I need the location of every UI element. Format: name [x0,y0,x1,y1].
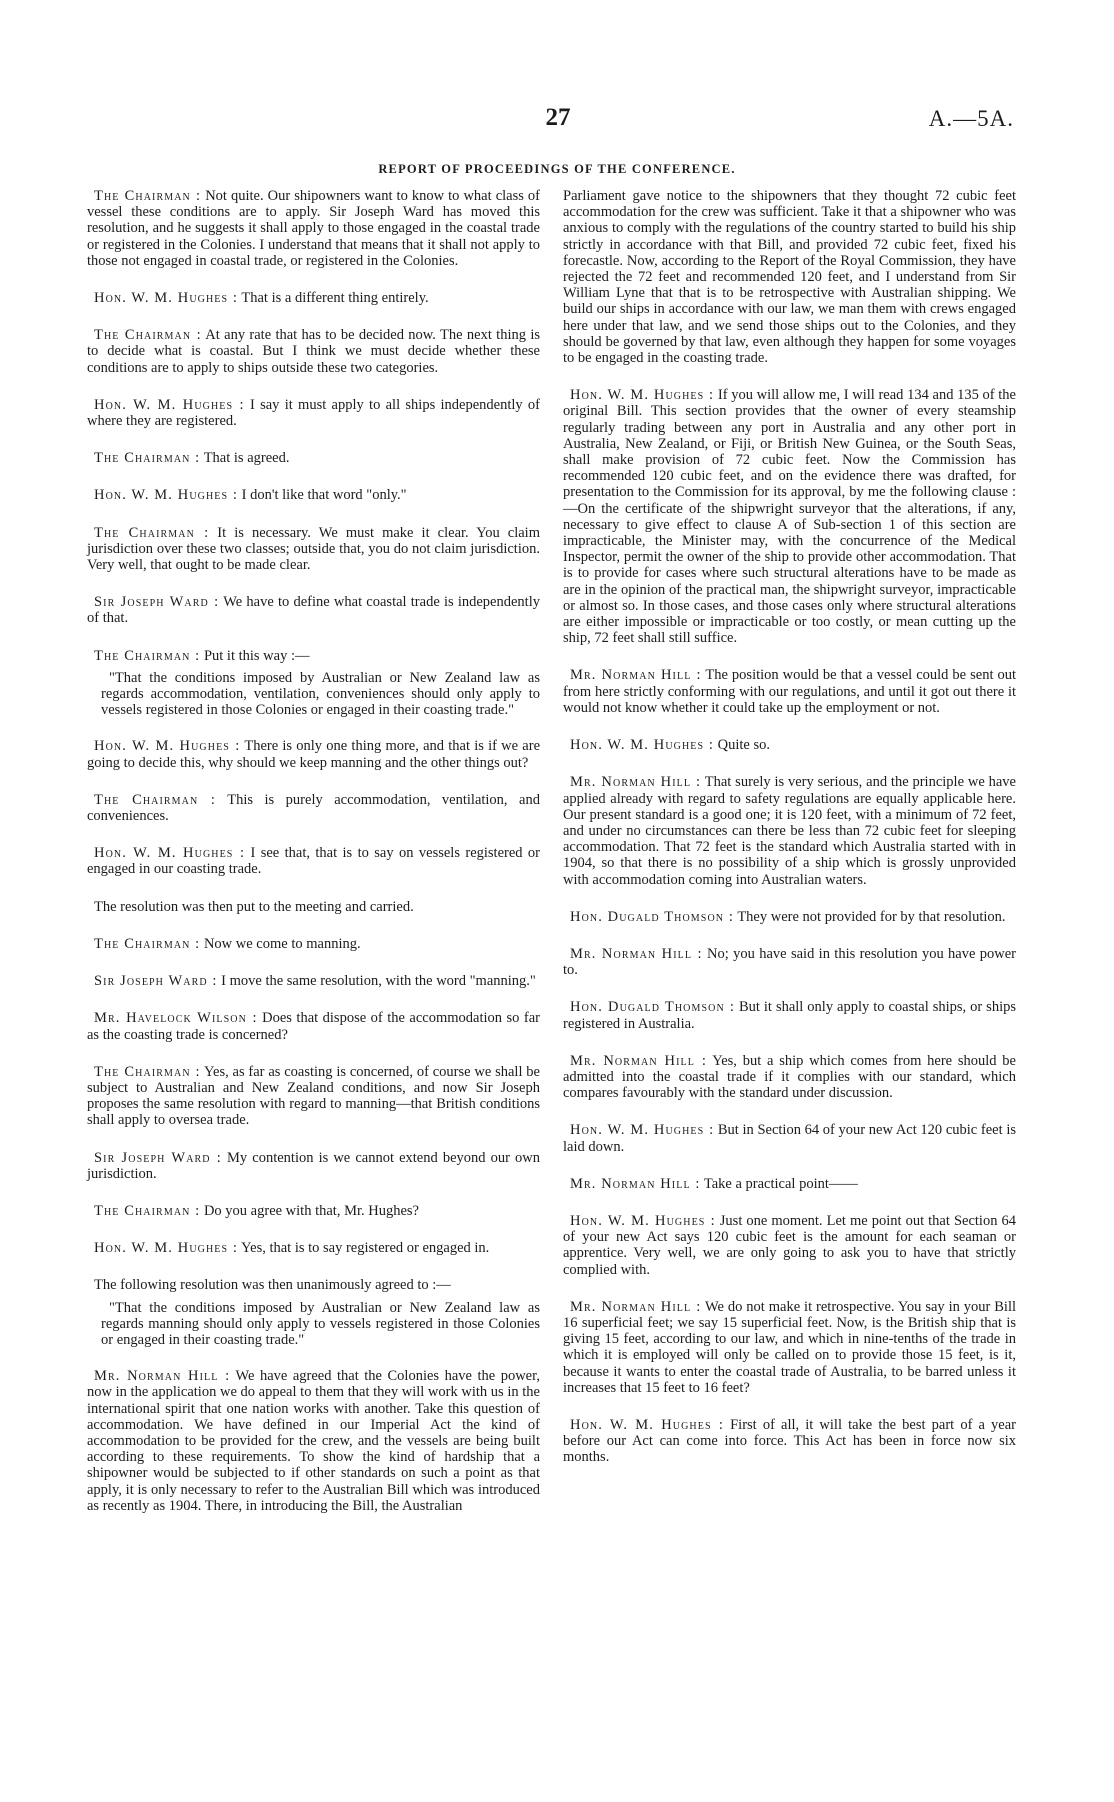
speech-text: There is only one thing more, and that is if we are going to decide this, why should we keep manning and the other things out? [87,738,540,771]
paragraph [563,667,1016,716]
speaker-name: Mr. Havelock Wilson : [94,1010,258,1027]
speaker-name: Hon. W. M. Hughes : [94,487,239,504]
speaker-name: Mr. Norman Hill : [570,1298,702,1315]
speaker-name: Hon. W. M. Hughes : [570,737,715,754]
quoted-resolution: "That the conditions imposed by Australian or New Zealand law as regards accommodation, ventilation, conveniences should only apply to vessels registered in those Colonies or engaged in their coasting trade." [101,669,540,719]
paragraph [563,1213,1016,1278]
paragraph [87,290,540,306]
speech-text: First of all, it will take the best part of a year before our Act can come into force. This Act has been in force now six months. [563,1416,1017,1466]
paragraph [87,487,540,503]
left-column [87,188,540,1535]
continued-paragraph: Parliament gave notice to the shipowners that they thought 72 cubic feet accommodation for the crew was sufficient. Take it that a shipowner who was anxious to comply with the regulations of the country started to build his ship strictly in accordance with that Bill, and provided 72 cubic feet, fixed his forecastle. Now, according to the Report of the Royal Commission, they have rejected the 72 feet and recommended 120 feet, and I understand from Sir William Lyne that that is to be retrospective with Australian shipping. We build our ships in accordance with our law, we man them with crews engaged here under that law, and we send those ships out to the Colonies, and they should be governed by that law, even although they happen for some voyages to be engaged in the coasting trade. [563,188,1016,367]
paragraph [563,774,1016,887]
speaker-name: Hon. W. M. Hughes : [94,845,246,862]
speaker-name: Hon. W. M. Hughes : [570,1122,715,1139]
paragraph [563,999,1016,1031]
paragraph [563,946,1016,978]
speaker-name: Mr. Norman Hill : [570,1052,707,1069]
speech-text: The position would be that a vessel could be sent out from here strictly conforming with our regulations, and until it got out there it would not know whether it could take up the employment or not. [563,667,1016,716]
paragraph [87,1240,540,1256]
speech-text: If you will allow me, I will read 134 and 135 of the original Bill. This section provides that the owner of every steamship regularly trading between any port in Australia and any other port in Australia, New Zealand, or Fiji, or British New Guinea, or the South Seas, shall make provision of 72 cubic feet. Now the Commission has recommended 120 cubic feet, and on the evidence there was drafted, for presentation to the Commission for its approval, by me the following clause :—On the certificate of the shipwright surveyor that the alterations, if any, necessary to give effect to clause A of Sub-section 1 of this section are impracticable, the Minister may, with the concurrence of the Medical Inspector, permit the owner of the ship to provide other accommodation. That is to provide for cases where such structural alterations have to be made as are in the opinion of the practical man, the shipwright surveyor, impracticable or almost so. In those cases, and those cases only where structural alterations are either impossible or impracticable or too costly, or mean cutting up the ship, 72 feet shall still suffice. [563,387,1016,647]
speech-text: Does that dispose of the accommodation so far as the coasting trade is concerned? [87,1010,541,1043]
paragraph [563,1053,1016,1102]
paragraph [563,1122,1016,1154]
speaker-name: Hon. W. M. Hughes : [94,738,241,755]
paragraph [563,737,1016,753]
speaker-name: The Chairman : [94,450,201,467]
speech-text: I don't like that word "only." [241,487,407,504]
speaker-name: The Chairman : [94,1202,201,1219]
paragraph [563,1176,1016,1192]
speech-text: Put it this way :— [203,647,310,664]
speech-text: That is a different thing entirely. [241,290,429,307]
paragraph [87,792,540,824]
paragraph [87,327,540,376]
speaker-name: Hon. Dugald Thomson : [570,908,734,925]
speaker-name: Hon. W. M. Hughes : [94,290,239,307]
speech-text: Take a practical point—— [703,1175,858,1192]
speaker-name: Mr. Norman Hill : [570,945,703,962]
speaker-name: Hon. Dugald Thomson : [570,999,735,1016]
speech-text: We have to define what coastal trade is independently of that. [87,594,540,627]
speaker-name: Hon. W. M. Hughes : [94,396,245,413]
speaker-name: Sir Joseph Ward : [94,973,218,990]
speaker-name: Hon. W. M. Hughes : [570,1416,724,1433]
page-number: 27 [545,104,571,131]
speech-text: I say it must apply to all ships independently of where they are registered. [87,396,541,430]
paragraph [87,1203,540,1219]
speech-text: We do not make it retrospective. You say in your Bill 16 superficial feet; we say 15 superficial feet. Now, is the British ship that is giving 15 feet, according to our law, and which in nine-tenths of the trade in which it is employed will only be called on to provide those 15 feet, is it, because it wants to enter the coastal trade of Australia, to be barred unless it increases that 15 feet to 16 feet? [563,1298,1017,1396]
page-reference: A.—5A. [928,106,1014,131]
speaker-name: The Chairman : [94,327,202,344]
speaker-name: Mr. Norman Hill : [570,1175,701,1192]
speech-text: That is agreed. [203,450,290,467]
paragraph [87,648,540,664]
paragraph [563,909,1016,925]
paragraph [563,1417,1016,1466]
paragraph [87,450,540,466]
paragraph [563,1299,1016,1396]
quoted-resolution: "That the conditions imposed by Australian or New Zealand law as regards manning should only apply to vessels registered in those Colonies or engaged in their coasting trade." [101,1299,540,1348]
speech-text: I see that, that is to say on vessels registered or engaged in our coasting trade. [87,845,541,878]
speech-text: Quite so. [717,737,770,754]
speaker-name: Mr. Norman Hill : [570,667,702,684]
speech-text: My contention is we cannot extend beyond our own jurisdiction. [87,1149,540,1182]
speech-text: That surely is very serious, and the principle we have applied already with regard to safety regulations are equally applicable here. Our present standard is a good one; it is 120 feet, with a minimum of 72 feet, and under no circumstances can there be less than 72 cubic feet for sleeping accommodation. That 72 feet is the standard which Australia started with in 1904, so that there is no possibility of a ship which is grossly unprovided with accommodation coming into Australian waters. [563,774,1016,888]
speaker-name: The Chairman : [94,791,217,808]
speech-text: We have agreed that the Colonies have the power, now in the application we do appeal to them that they will work with us in the international spirit that one nation works with another. Take this question of accommodation. We have defined in our Imperial Act the kind of accommodation to be provided for the crew, and the vessels are being built according to these requirements. To show the kind of hardship that a shipowner would be subjected to if other standards on such a point as that apply, it is only necessary to refer to the Australian Bill which was introduced as recently as 1904. There, in introducing the Bill, the Australian [87,1368,540,1514]
right-column [563,188,1016,1487]
speaker-name: Sir Joseph Ward : [94,594,220,611]
speech-text: It is necessary. We must make it clear. You claim jurisdiction over these two classes; outside that, you do not claim jurisdiction. Very well, that ought to be made clear. [87,524,540,574]
speech-text: Yes, as far as coasting is concerned, of course we shall be subject to Australian and New Zealand conditions, and now Sir Joseph proposes the same resolution with regard to manning—that British conditions shall apply to oversea trade. [87,1063,540,1129]
paragraph [563,387,1016,646]
speaker-name: The Chairman : [94,188,202,204]
paragraph [87,845,540,877]
speech-text: No; you have said in this resolution you have power to. [563,945,1017,979]
speech-text: But it shall only apply to coastal ships, or ships registered in Australia. [563,999,1017,1032]
speech-text: They were not provided for by that resolution. [737,908,1006,925]
speaker-name: The Chairman : [94,524,210,541]
speech-text: Yes, but a ship which comes from here should be admitted into the coastal trade if it complies with our standard, which compares favourably with the standard under discussion. [563,1052,1016,1102]
paragraph [87,1150,540,1182]
paragraph [87,188,540,269]
paragraph [87,973,540,989]
speaker-name: The Chairman : [94,1063,201,1080]
speaker-name: Mr. Norman Hill : [570,774,702,791]
speech-text: Not quite. Our shipowners want to know to what class of vessel these conditions are to apply. Sir Joseph Ward has moved this resolution, and he suggests it shall apply to those engaged in the coastal trade or registered in the Colonies. I understand that means that it shall not apply to those not engaged in coastal trade, or registered in the Colonies. [87,188,540,269]
speaker-name: Sir Joseph Ward : [94,1149,222,1166]
speaker-name: Hon. W. M. Hughes : [94,1240,239,1257]
paragraph [87,738,540,770]
paragraph [87,936,540,952]
paragraph [87,397,540,429]
speech-text: Do you agree with that, Mr. Hughes? [203,1202,419,1219]
speaker-name: Mr. Norman Hill : [94,1368,231,1385]
speaker-name: The Chairman : [94,935,201,952]
paragraph [87,1064,540,1129]
paragraph [87,1368,540,1514]
speech-text: This is purely accommodation, ventilation, and conveniences. [87,791,540,825]
speaker-name: Hon. W. M. Hughes : [570,1212,716,1229]
narrative-paragraph: The resolution was then put to the meeting and carried. [94,898,414,915]
paragraph [87,525,540,574]
speech-text: I move the same resolution, with the word "manning." [221,973,536,990]
speech-text: Yes, that is to say registered or engaged in. [241,1240,490,1257]
paragraph [87,1010,540,1042]
speech-text: Now we come to manning. [203,935,361,952]
page-heading: REPORT OF PROCEEDINGS OF THE CONFERENCE. [378,162,736,176]
narrative-paragraph: The following resolution was then unanimously agreed to :— [94,1277,451,1294]
speech-text: But in Section 64 of your new Act 120 cubic feet is laid down. [563,1122,1016,1155]
speaker-name: Hon. W. M. Hughes : [570,387,715,404]
speech-text: Just one moment. Let me point out that Section 64 of your new Act says 120 cubic feet is the amount for each seaman or apprentice. Very well, we are only going to ask you to have that strictly complied with. [563,1212,1016,1278]
paragraph [87,594,540,626]
speech-text: At any rate that has to be decided now. The next thing is to decide what is coastal. But I think we must decide whether these conditions are to apply to ships outside these two categories. [87,327,540,376]
speaker-name: The Chairman : [94,647,201,664]
